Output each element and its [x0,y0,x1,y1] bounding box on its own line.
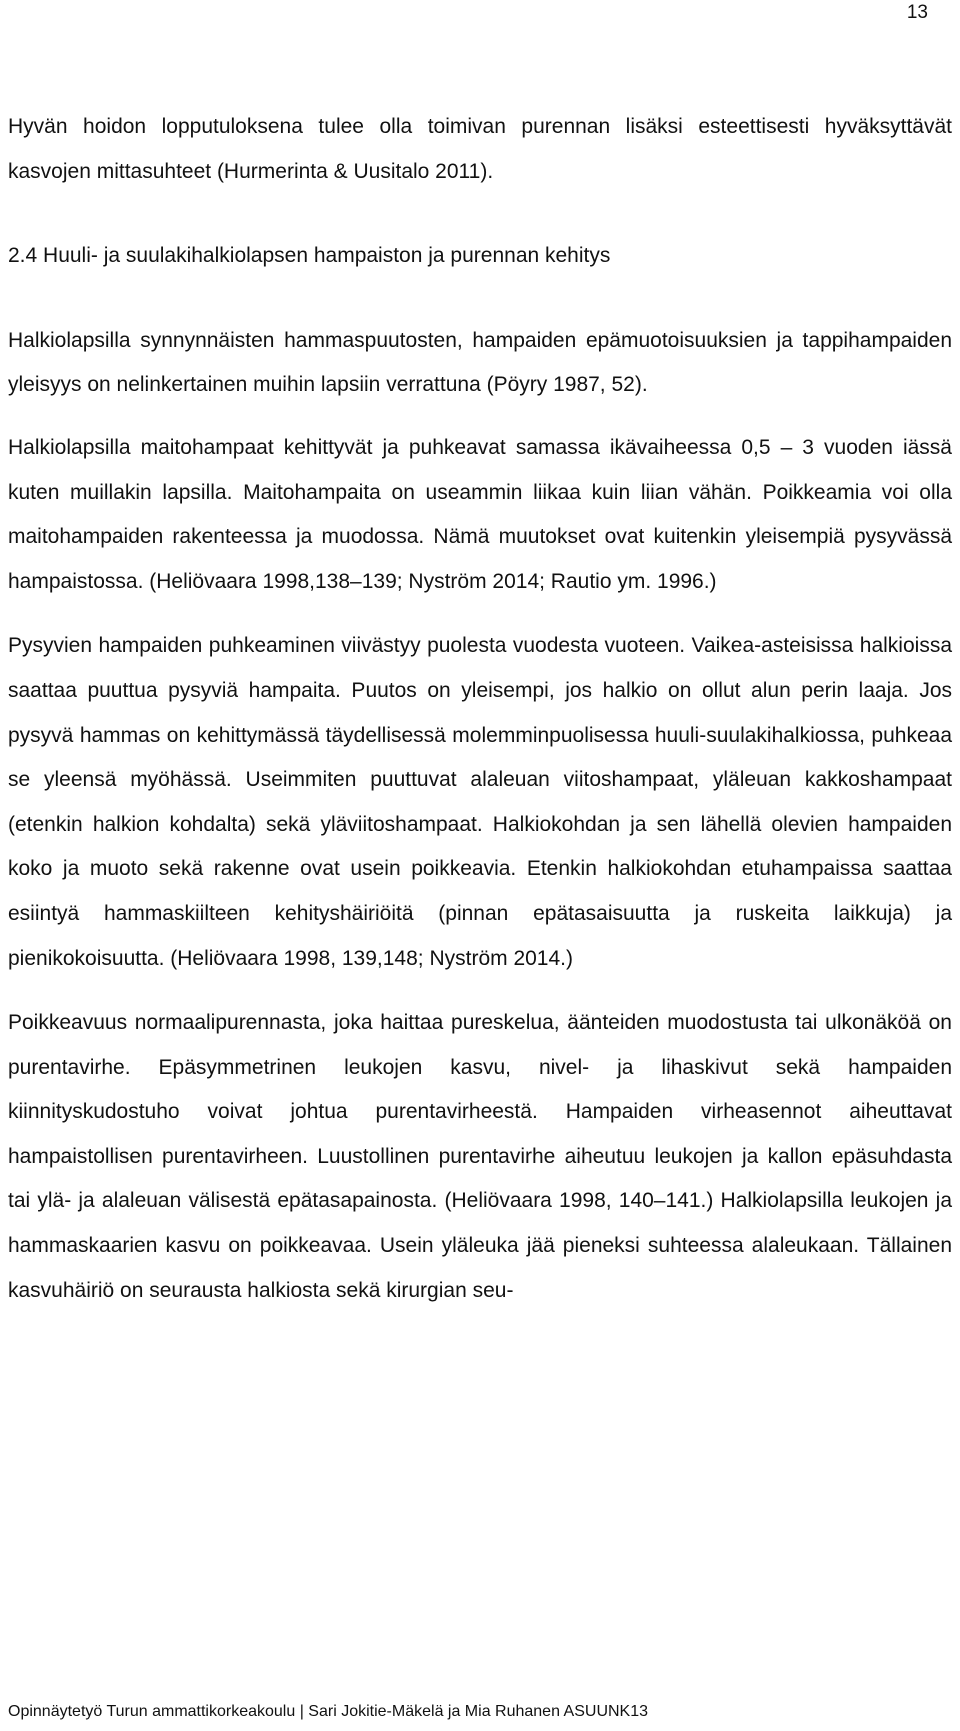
paragraph-frequency: Halkiolapsilla synnynnäisten hammaspuutosten, hampaiden epämuotoisuuksien ja tappihampaiden yleisyys on nelinkertainen muihin lapsiin verrattuna (Pöyry 1987, 52). [8,328,952,397]
section-heading: 2.4 Huuli- ja suulakihalkiolapsen hampaiston ja purennan kehitys [8,244,611,268]
page-number: 13 [906,2,928,23]
document-body [8,105,952,1333]
paragraph-permanent-teeth: Pysyvien hampaiden puhkeaminen viivästyy puolesta vuodesta vuoteen. Vaikea-asteisissa halkioissa saattaa puuttua pysyviä hampaita. Puutos on yleisempi, jos halkio on ollut alun perin laaja. Jos pysyvä hammas on kehittymässä täydellisessä molemminpuolisessa huuli-suulakihalkiossa, puhkeaa se yleensä myöhässä. Useimmiten puuttuvat alaleuan viitoshampaat, yläleuan kakkoshampaat (etenkin halkion kohdalta) sekä yläviitoshampaat. Halkiokohdan ja sen lähellä olevien hampaiden koko ja muoto sekä rakenne ovat usein poikkeavia. Etenkin halkiokohdan etuhampaissa saattaa esiintyä hammaskiilteen kehityshäiriöitä (pinnan epätasaisuutta ja ruskeita laikkuja) ja pienikokoisuutta. (Heliövaara 1998, 139,148; Nyström 2014.) [8,634,952,970]
paragraph-intro: Hyvän hoidon lopputuloksena tulee olla toimivan purennan lisäksi esteettisesti hyväksyttävät kasvojen mittasuhteet (Hurmerinta & Uusitalo 2011). [8,115,952,183]
paragraph-primary-teeth: Halkiolapsilla maitohampaat kehittyvät ja puhkeavat samassa ikävaiheessa 0,5 – 3 vuoden iässä kuten muillakin lapsilla. Maitohampaita on useammin liikaa kuin liian vähän. Poikkeamia voi olla maitohampaiden rakenteessa ja muodossa. Nämä muutokset ovat kuitenkin yleisempiä pysyvässä hampaistossa. (Heliövaara 1998,138–139; Nyström 2014; Rautio ym. 1996.) [8,435,952,593]
page-footer: Opinnäytetyö Turun ammattikorkeakoulu | Sari Jokitie-Mäkelä ja Mia Ruhanen ASUUNK13 [8,1703,649,1720]
paragraph-malocclusion: Poikkeavuus normaalipurennasta, joka haittaa pureskelua, äänteiden muodostusta tai ulkonäköä on purentavirhe. Epäsymmetrinen leukojen kasvu, nivel- ja lihaskivut sekä hampaiden kiinnityskudostuho voivat johtua purentavirheestä. Hampaiden virheasennot aiheuttavat hampaistollisen purentavirheen. Luustollinen purentavirhe aiheutuu leukojen ja kallon epäsuhdasta tai ylä- ja alaleuan välisestä epätasapainosta. (Heliövaara 1998, 140–141.) Halkiolapsilla leukojen ja hammaskaarien kasvu on poikkeavaa. Usein yläleuka jää pieneksi suhteessa alaleukaan. Tällainen kasvuhäiriö on seurausta halkiosta sekä kirurgian seu- [8,1011,952,1302]
